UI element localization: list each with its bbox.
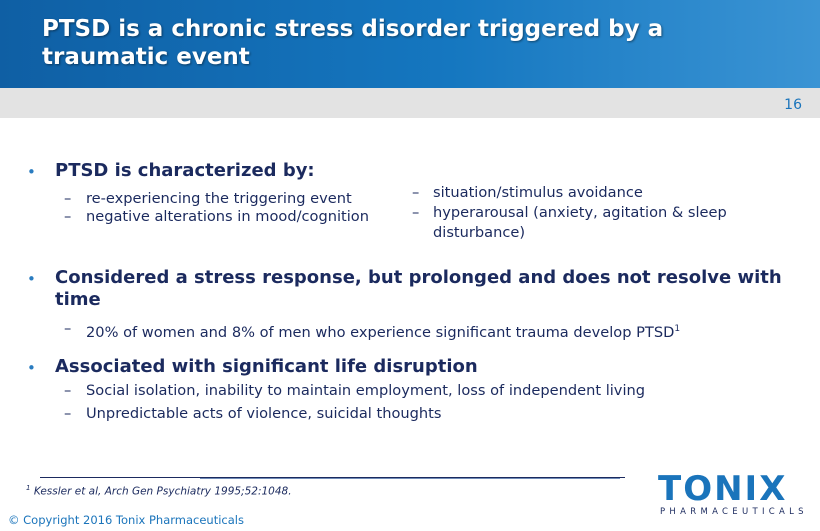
sub-item: hyperarousal (anxiety, agitation & sleep disturbance) [433, 204, 727, 241]
dash-icon: – [64, 382, 72, 399]
copyright: © Copyright 2016 Tonix Pharmaceuticals [8, 513, 244, 527]
sub-item: negative alterations in mood/cognition [86, 208, 369, 225]
sub-item [86, 319, 680, 343]
footnote [26, 484, 292, 498]
bullet-dot-icon: • [27, 163, 36, 181]
dash-icon: – [412, 204, 420, 221]
logo-tagline: PHARMACEUTICALS [660, 507, 808, 517]
dash-icon: – [64, 320, 72, 337]
slide-title: PTSD is a chronic stress disorder triggered by a traumatic event [42, 16, 664, 70]
sub-item-text: 20% of women and 8% of men who experience significant trauma develop PTSD [86, 323, 675, 341]
footnote-text: Kessler et al, Arch Gen Psychiatry 1995;52:1048. [33, 485, 292, 498]
dash-icon: – [412, 184, 420, 201]
page-number: 16 [784, 97, 802, 113]
bullet-heading-1: PTSD is characterized by: [55, 160, 315, 181]
header-band [0, 88, 820, 118]
bullet-dot-icon: • [27, 270, 36, 288]
sub-item: Unpredictable acts of violence, suicidal thoughts [86, 405, 442, 422]
dash-icon: – [64, 405, 72, 422]
sub-item: re-experiencing the triggering event [86, 190, 352, 207]
sub-item: Social isolation, inability to maintain employment, loss of independent living [86, 382, 646, 399]
bullet-heading-3: Associated with significant life disruption [55, 356, 478, 377]
sub-item: situation/stimulus avoidance [433, 184, 643, 201]
dash-icon: – [64, 190, 72, 207]
bullet-heading-2: Considered a stress response, but prolonged and does not resolve with time [55, 267, 782, 310]
tonix-logo [658, 470, 808, 522]
bullet-dot-icon: • [27, 359, 36, 377]
footer-divider-accent [200, 478, 620, 479]
logo-word: TONIX [658, 469, 788, 509]
footnote-mark: 1 [26, 484, 31, 492]
footnote-ref: 1 [674, 324, 681, 334]
dash-icon: – [64, 208, 72, 225]
